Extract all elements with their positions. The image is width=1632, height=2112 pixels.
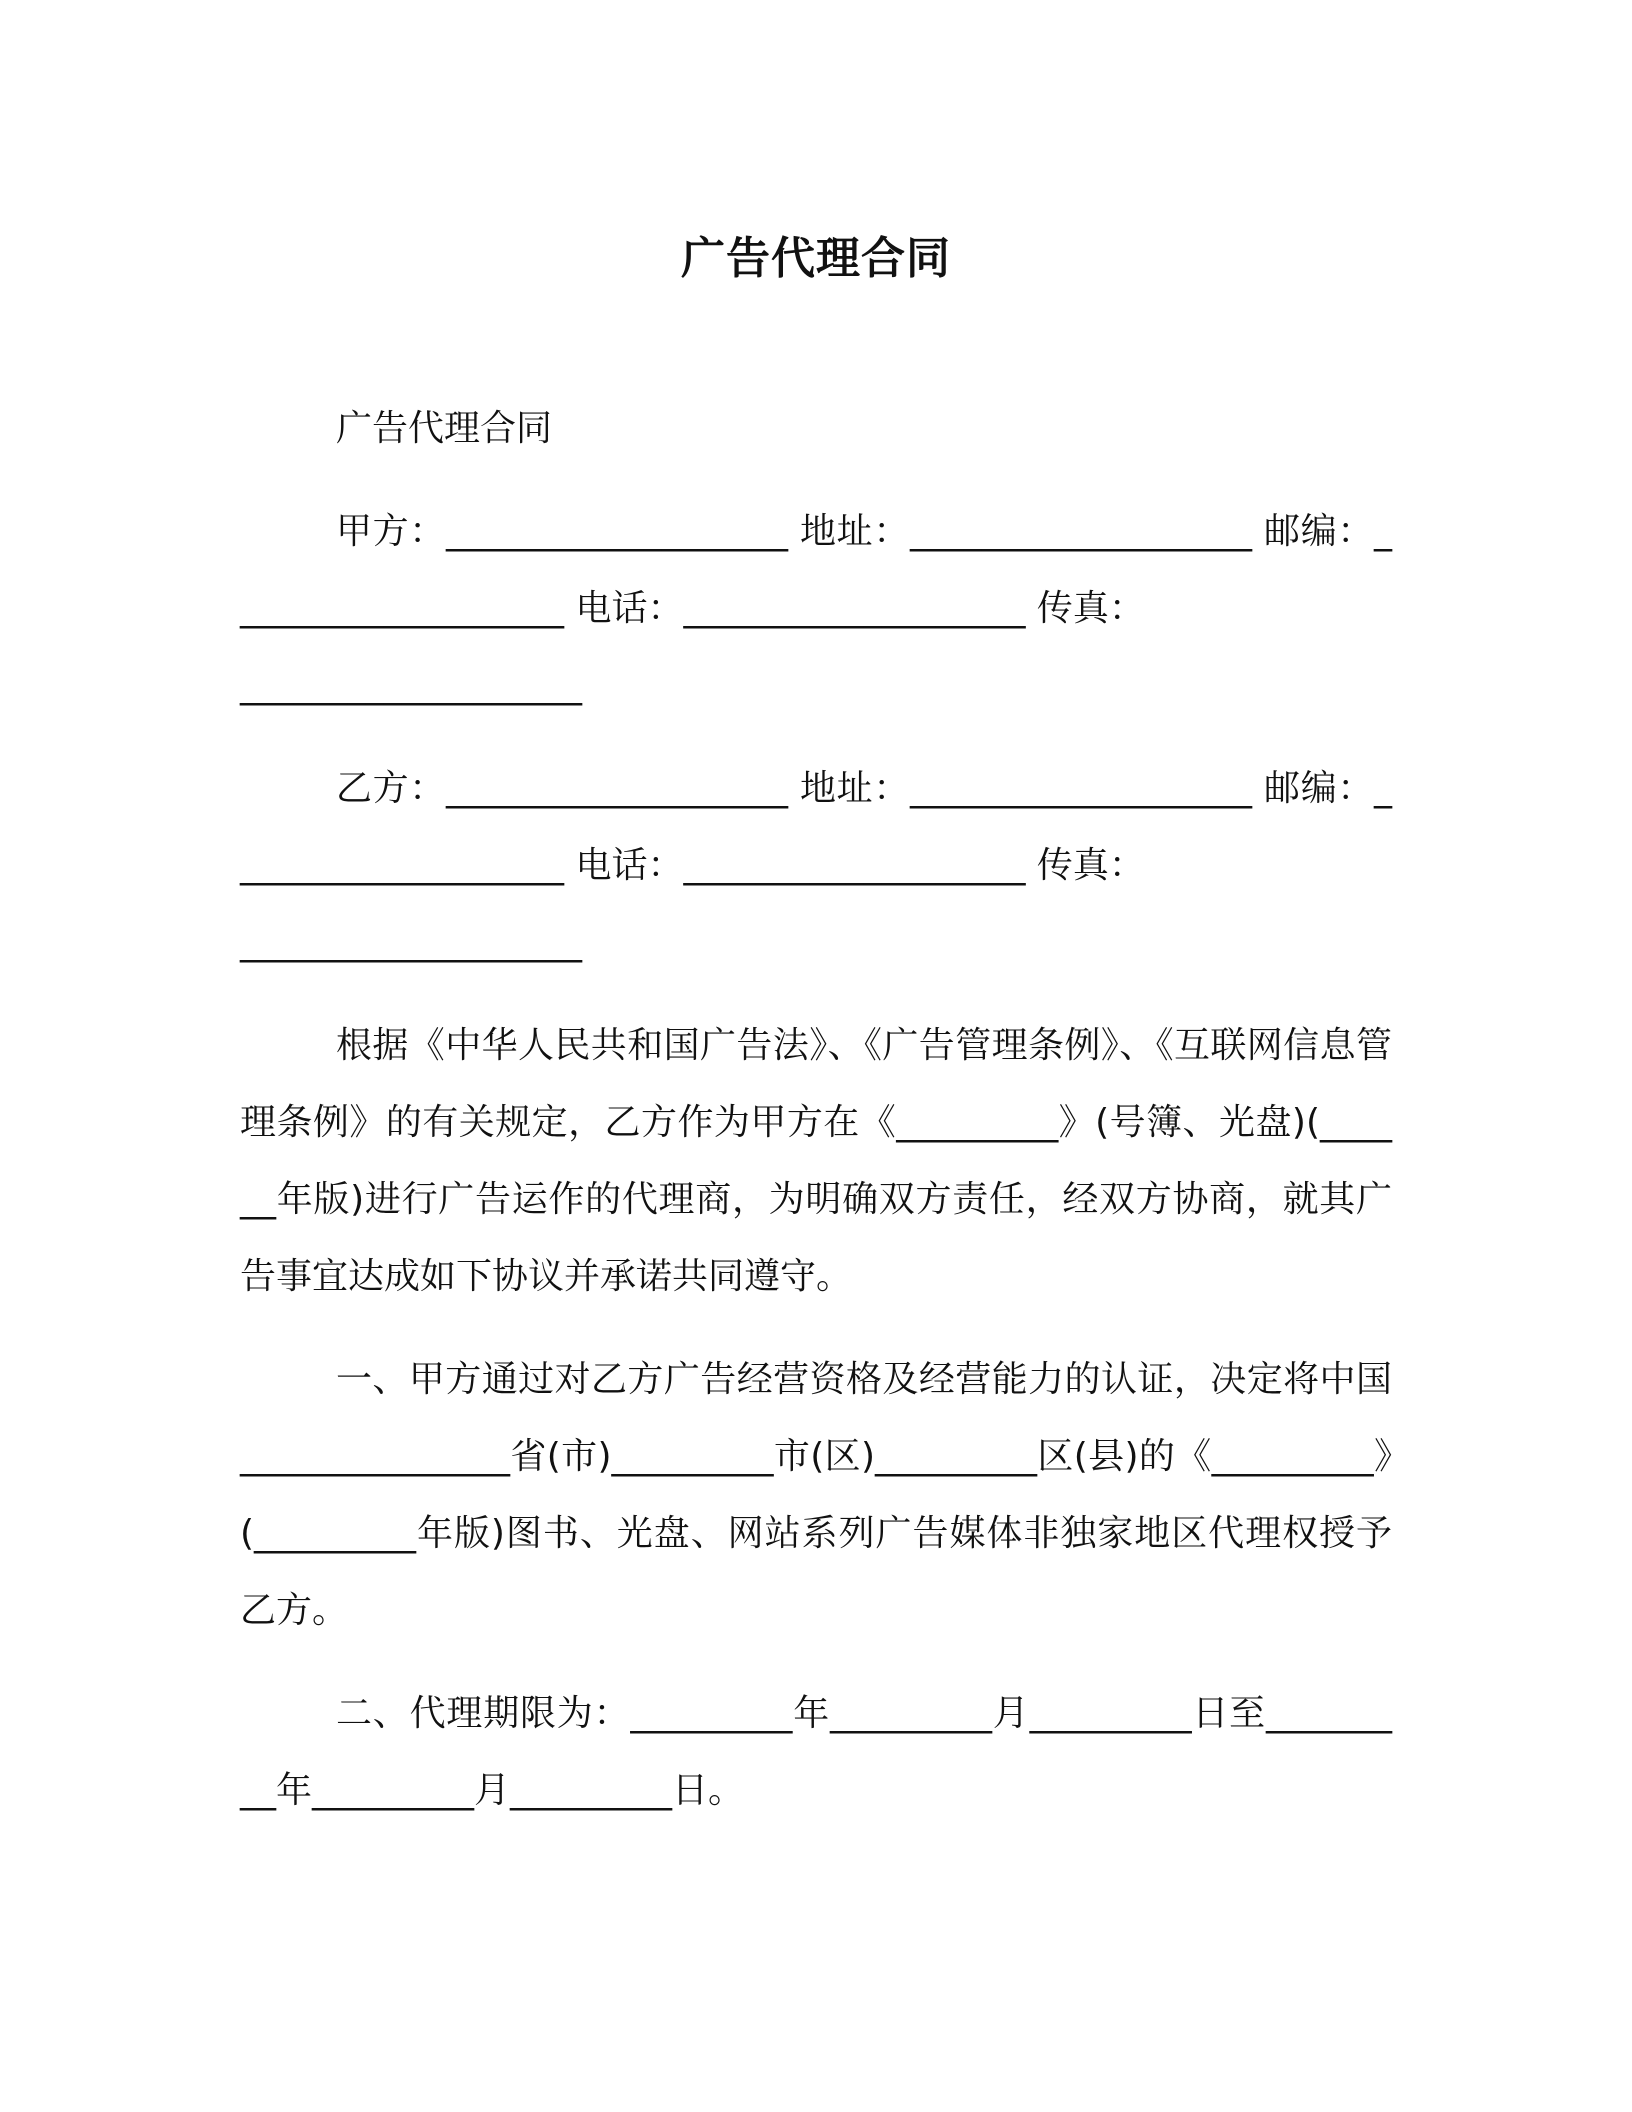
party-a-info: 甲方：___________________ 地址：___________________ 邮编：___________________ 电话：___________________ 传真： [240, 511, 1392, 629]
document-subtitle: 广告代理合同 [336, 408, 553, 449]
document-body [240, 390, 1392, 1855]
party-b-fax-blank: ___________________ [240, 922, 582, 963]
clause-1-paragraph: 一、甲方通过对乙方广告经营资格及经营能力的认证，决定将中国_______________省(市)_________市(区)_________区(县)的《_________》(_________年版)图书、光盘、网站系列广告媒体非独家地区代理权授予乙方。 [240, 1359, 1392, 1631]
document-title: 广告代理合同 [681, 233, 951, 284]
party-a-fax-blank: ___________________ [240, 665, 582, 706]
preamble-paragraph: 根据《中华人民共和国广告法》、《广告管理条例》、《互联网信息管理条例》的有关规定，乙方作为甲方在《_________》(号簿、光盘)(______年版)进行广告运作的代理商，为明确双方责任，经双方协商，就其广告事宜达成如下协议并承诺共同遵守。 [240, 1025, 1392, 1297]
clause-2-paragraph: 二、代理期限为：_________年_________月_________日至_________年_________月_________日。 [240, 1693, 1392, 1811]
party-b-info: 乙方：___________________ 地址：___________________ 邮编：___________________ 电话：___________________ 传真： [240, 768, 1392, 886]
